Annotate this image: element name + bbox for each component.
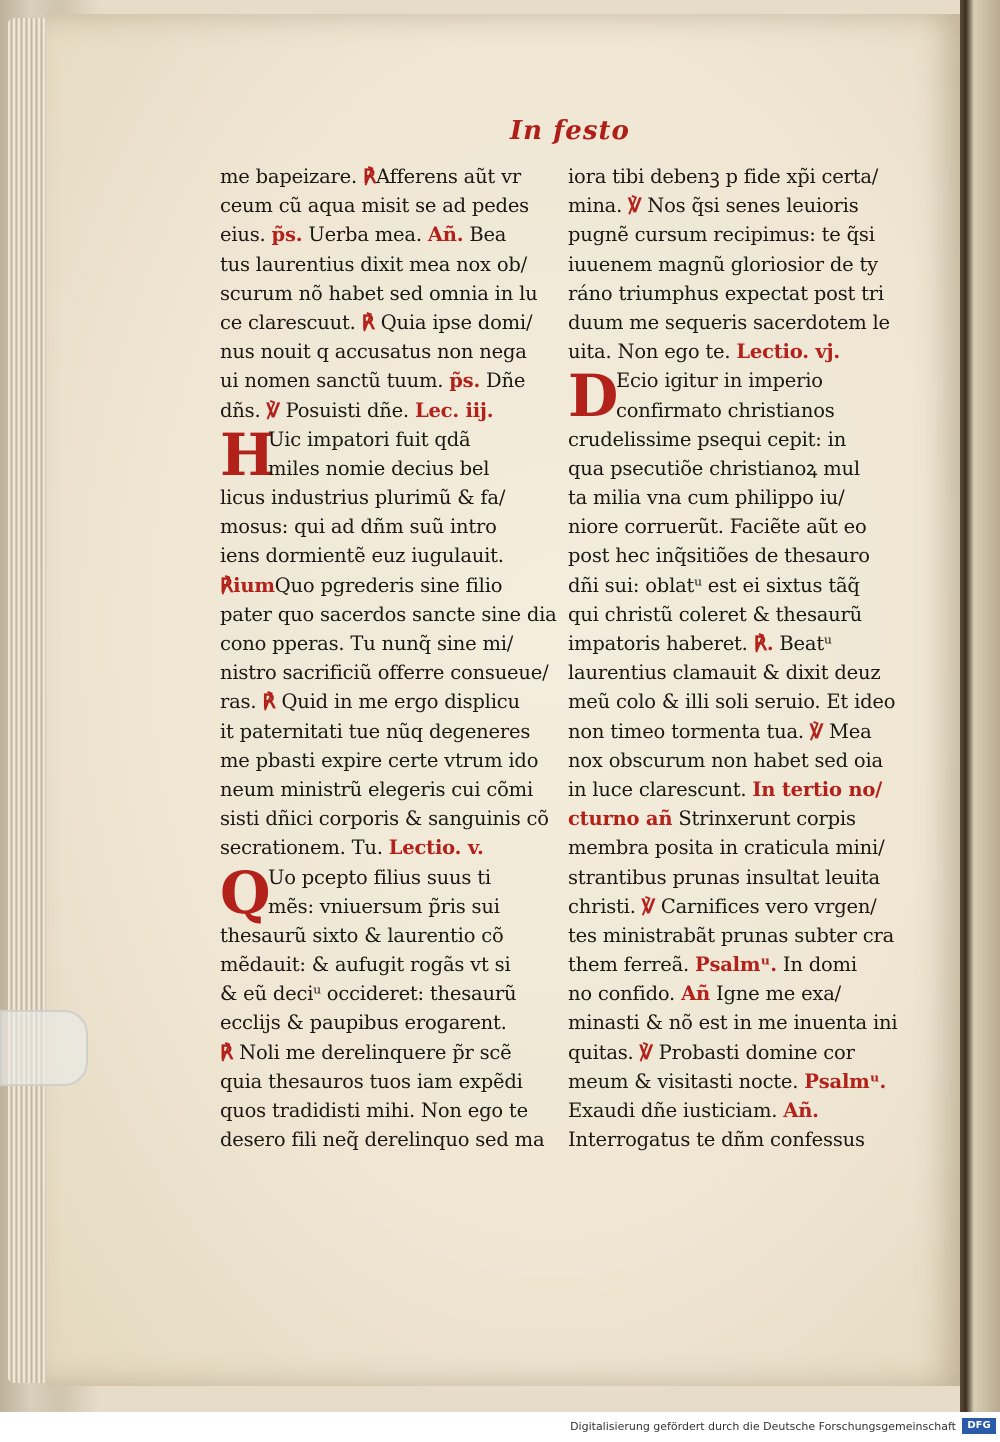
text-run: tes ministrabãt prunas subter cra bbox=[568, 923, 895, 947]
text-run: qua psecutiõe christianoꝝ mul bbox=[568, 456, 860, 480]
rubric-text: Lectio. vj. bbox=[736, 340, 840, 364]
text-run: uita. Non ego te. bbox=[568, 340, 737, 364]
text-run: laurentius clamauit & dixit deuz bbox=[568, 661, 881, 685]
rubric-text: Añ. bbox=[783, 1099, 819, 1122]
text-line bbox=[220, 1096, 556, 1125]
rubric-text: ℟ bbox=[220, 1040, 234, 1064]
text-run: miles nomie decius bel bbox=[268, 456, 490, 480]
text-run: tus laurentius dixit mea nox ob/ bbox=[220, 252, 528, 276]
rubric-text: Añ bbox=[681, 982, 710, 1006]
text-line bbox=[220, 454, 556, 483]
text-run: pugnẽ cursum recipimus: te q̃si bbox=[568, 223, 875, 247]
text-line bbox=[568, 191, 898, 220]
text-run: strantibus prunas insultat leuita bbox=[568, 865, 880, 889]
text-run: dñi sui: oblatᵘ est ei sixtus tãq̃ bbox=[568, 573, 860, 597]
text-line bbox=[568, 454, 898, 483]
text-line bbox=[220, 717, 556, 746]
page-clip bbox=[0, 1010, 88, 1086]
text-line bbox=[220, 804, 556, 833]
text-line bbox=[568, 892, 898, 921]
rubric-text: Añ. bbox=[427, 223, 464, 247]
text-line bbox=[220, 220, 556, 249]
text-run: ui nomen sanctũ tuum. bbox=[220, 369, 450, 393]
text-run: scurum nõ habet sed omnia in lu bbox=[220, 281, 538, 305]
text-run: Posuisti dñe. bbox=[279, 398, 415, 422]
text-line bbox=[220, 979, 556, 1008]
text-run: minasti & nõ est in me inuenta ini bbox=[568, 1011, 898, 1035]
text-run: Uic impatori fuit qdã bbox=[268, 427, 471, 451]
rubric-text: Lec. iij. bbox=[414, 398, 494, 422]
text-run: ras. bbox=[220, 690, 263, 714]
text-line bbox=[220, 892, 556, 921]
text-line bbox=[568, 629, 898, 658]
text-line bbox=[568, 1038, 898, 1067]
text-line bbox=[220, 308, 556, 337]
text-run: secrationem. Tu. bbox=[220, 836, 389, 860]
page-edges bbox=[8, 18, 48, 1383]
text-run: meum & visitasti nocte. bbox=[568, 1069, 805, 1093]
text-run: membra posita in craticula mini/ bbox=[568, 836, 885, 860]
text-run: nistro sacrificiũ offerre consueue/ bbox=[220, 661, 549, 685]
text-run: Mea bbox=[823, 719, 872, 743]
right-text-column bbox=[568, 162, 898, 1154]
text-run: Carnifices vero vrgen/ bbox=[654, 894, 877, 918]
text-run: them ferreã. bbox=[568, 953, 695, 977]
text-run: mosus: qui ad dñm suũ intro bbox=[220, 515, 497, 539]
text-line bbox=[220, 658, 556, 687]
text-line bbox=[568, 717, 898, 746]
text-run: post hec inq̃sitiões de thesauro bbox=[568, 544, 870, 568]
text-run: thesaurũ sixto & laurentio cõ bbox=[220, 923, 504, 947]
text-run: me bapeizare. bbox=[220, 165, 363, 188]
text-line bbox=[568, 541, 898, 570]
text-run: Quid in me ergo displicu bbox=[275, 690, 520, 714]
text-run: ce clarescuut. bbox=[220, 310, 362, 334]
text-run: christi. bbox=[568, 894, 642, 918]
text-run: Afferens aũt vr bbox=[376, 165, 522, 188]
text-line bbox=[568, 1008, 898, 1037]
text-line bbox=[568, 162, 898, 191]
text-run: Quia ipse domi/ bbox=[374, 310, 533, 334]
text-run: pater quo sacerdos sancte sine dia bbox=[220, 602, 557, 626]
text-run: niore corruerũt. Faciẽte aũt eo bbox=[568, 515, 867, 539]
text-line bbox=[568, 746, 898, 775]
rubric-text: Psalmᵘ. bbox=[804, 1069, 887, 1093]
text-run: Igne me exa/ bbox=[709, 982, 842, 1006]
rubric-text: ℣ bbox=[628, 194, 642, 218]
text-run: Exaudi dñe iusticiam. bbox=[568, 1099, 784, 1122]
rubric-text: ℣ bbox=[266, 398, 280, 422]
text-line bbox=[568, 804, 898, 833]
rubric-text: ℟. bbox=[753, 632, 774, 655]
text-line bbox=[220, 162, 556, 191]
text-run: me pbasti expire certe vtrum ido bbox=[220, 748, 539, 772]
text-line bbox=[220, 337, 556, 366]
rubric-text: p̃s. bbox=[449, 369, 481, 393]
text-line bbox=[220, 512, 556, 541]
text-line bbox=[568, 658, 898, 687]
text-line bbox=[568, 687, 898, 716]
text-run: non timeo tormenta tua. bbox=[568, 719, 810, 743]
text-line bbox=[220, 279, 556, 308]
text-run: confirmato christianos bbox=[616, 398, 835, 422]
rubric-text: ℟ bbox=[362, 165, 377, 188]
text-run: quitas. bbox=[568, 1040, 640, 1064]
text-line bbox=[568, 220, 898, 249]
text-run: iora tibi debenꝫ p fide xp̃i certa/ bbox=[568, 165, 879, 188]
text-line bbox=[568, 425, 898, 454]
text-run: Uo pcepto filius suus ti bbox=[268, 865, 491, 889]
initial-letter: Q bbox=[220, 858, 271, 927]
text-run: quia thesauros tuos iam expẽdi bbox=[220, 1069, 523, 1093]
text-run: Quo pgrederis sine filio bbox=[274, 573, 503, 597]
text-line bbox=[568, 600, 898, 629]
text-line bbox=[220, 483, 556, 512]
text-run: In domi bbox=[776, 953, 857, 977]
text-run: nus nouit q accusatus non nega bbox=[220, 340, 527, 364]
rubric-text: ℟ bbox=[361, 310, 375, 334]
text-line bbox=[568, 863, 898, 892]
initial-letter: D bbox=[568, 362, 619, 431]
text-run: neum ministrũ elegeris cui cõmi bbox=[220, 777, 533, 801]
text-run: Interrogatus te dñm confessus bbox=[568, 1128, 865, 1152]
dfg-logo: DFG bbox=[962, 1418, 996, 1434]
text-run: iens dormientẽ euz iugulauit. bbox=[220, 544, 504, 568]
text-line bbox=[220, 1038, 556, 1067]
text-run: ceum cũ aqua misit se ad pedes bbox=[220, 194, 529, 218]
text-line bbox=[568, 250, 898, 279]
text-run: sisti dñici corporis & sanguinis cõ bbox=[220, 807, 549, 831]
text-line bbox=[220, 541, 556, 570]
text-run: it paternitati tue nũq degeneres bbox=[220, 719, 531, 743]
text-line bbox=[568, 1067, 898, 1096]
text-run: cono pperas. bbox=[220, 632, 351, 655]
running-head: In festo bbox=[510, 116, 630, 146]
text-line bbox=[220, 1125, 556, 1154]
text-run: Tu nunq̃ sine mi/ bbox=[350, 632, 514, 655]
text-line bbox=[220, 687, 556, 716]
text-run: iuuenem magnũ gloriosior de ty bbox=[568, 252, 878, 276]
text-line bbox=[568, 512, 898, 541]
text-line bbox=[568, 308, 898, 337]
rubric-text: ℟ bbox=[262, 690, 276, 714]
text-line bbox=[220, 571, 556, 600]
text-line bbox=[568, 1125, 898, 1154]
text-run: Nos q̃si senes leuioris bbox=[641, 194, 859, 218]
text-run: ecclijs & paupibus erogarent. bbox=[220, 1011, 507, 1035]
text-line bbox=[220, 366, 556, 395]
left-text-column bbox=[220, 162, 556, 1154]
text-line bbox=[220, 833, 556, 862]
rubric-text: Psalmᵘ. bbox=[695, 953, 777, 977]
rubric-text: ℣ bbox=[809, 719, 824, 743]
text-line bbox=[568, 950, 898, 979]
text-line bbox=[568, 279, 898, 308]
text-line bbox=[220, 1067, 556, 1096]
text-line bbox=[220, 921, 556, 950]
rubric-text: Lectio. v. bbox=[388, 836, 484, 860]
text-run: Strinxerunt corpis bbox=[672, 807, 856, 831]
text-run: Uerba mea. bbox=[302, 223, 428, 247]
footer-bar bbox=[0, 1412, 1000, 1442]
text-run: quos tradidisti mihi. Non ego te bbox=[220, 1099, 528, 1122]
text-run: Ecio igitur in imperio bbox=[616, 369, 823, 393]
rubric-text: cturno añ bbox=[568, 807, 673, 831]
text-run: qui christũ coleret & thesaurũ bbox=[568, 602, 863, 626]
text-run: Probasti domine cor bbox=[652, 1040, 855, 1064]
rubric-text: p̃s. bbox=[271, 223, 303, 247]
text-run: ráno triumphus expectat post tri bbox=[568, 281, 884, 305]
text-line bbox=[220, 629, 556, 658]
text-line bbox=[568, 396, 898, 425]
initial-letter: H bbox=[220, 420, 275, 489]
rubric-text: In tertio no/ bbox=[752, 777, 883, 801]
text-run: eius. bbox=[220, 223, 272, 247]
text-run: impatoris haberet. bbox=[568, 632, 754, 655]
footer-credit: Digitalisierung gefördert durch die Deutsche Forschungsgemeinschaft bbox=[570, 1420, 956, 1433]
text-line bbox=[220, 1008, 556, 1037]
text-line bbox=[220, 775, 556, 804]
text-line bbox=[220, 950, 556, 979]
rubric-text: ℟ium bbox=[220, 573, 275, 597]
text-run: duum me sequeris sacerdotem le bbox=[568, 310, 890, 334]
text-run: licus industrius plurimũ & fa/ bbox=[220, 486, 506, 510]
text-run: meũ colo & illi soli seruio. Et ideo bbox=[568, 690, 896, 714]
text-run: mẽs: vniuersum p̃ris sui bbox=[268, 894, 500, 918]
text-run: mẽdauit: & aufugit rogãs vt si bbox=[220, 953, 511, 977]
rubric-text: ℣ bbox=[641, 894, 655, 918]
text-run: desero fili neq̃ derelinquo sed ma bbox=[220, 1128, 545, 1152]
text-run: in luce clarescunt. bbox=[568, 777, 753, 801]
text-run: Noli me derelinquere p̃r scẽ bbox=[233, 1040, 512, 1064]
text-line bbox=[220, 191, 556, 220]
text-run: nox obscurum non habet sed oia bbox=[568, 748, 883, 772]
text-run: no confido. bbox=[568, 982, 682, 1006]
text-line bbox=[220, 250, 556, 279]
text-run: dñs. bbox=[220, 398, 267, 422]
rubric-text: ℣ bbox=[639, 1040, 653, 1064]
book-gutter bbox=[960, 0, 1000, 1412]
text-line bbox=[568, 921, 898, 950]
text-line bbox=[568, 775, 898, 804]
text-line bbox=[568, 483, 898, 512]
text-run: mina. bbox=[568, 194, 629, 218]
text-line bbox=[220, 746, 556, 775]
text-line bbox=[568, 571, 898, 600]
text-line bbox=[568, 979, 898, 1008]
text-run: Bea bbox=[463, 223, 507, 247]
text-run: Beatᵘ bbox=[773, 632, 832, 655]
text-line bbox=[220, 600, 556, 629]
text-run: crudelissime psequi cepit: in bbox=[568, 427, 847, 451]
text-run: Dñe bbox=[480, 369, 526, 393]
text-line bbox=[568, 833, 898, 862]
text-run: & eũ deciᵘ occideret: thesaurũ bbox=[220, 982, 517, 1006]
text-run: ta milia vna cum philippo iu/ bbox=[568, 486, 845, 510]
text-line bbox=[568, 1096, 898, 1125]
